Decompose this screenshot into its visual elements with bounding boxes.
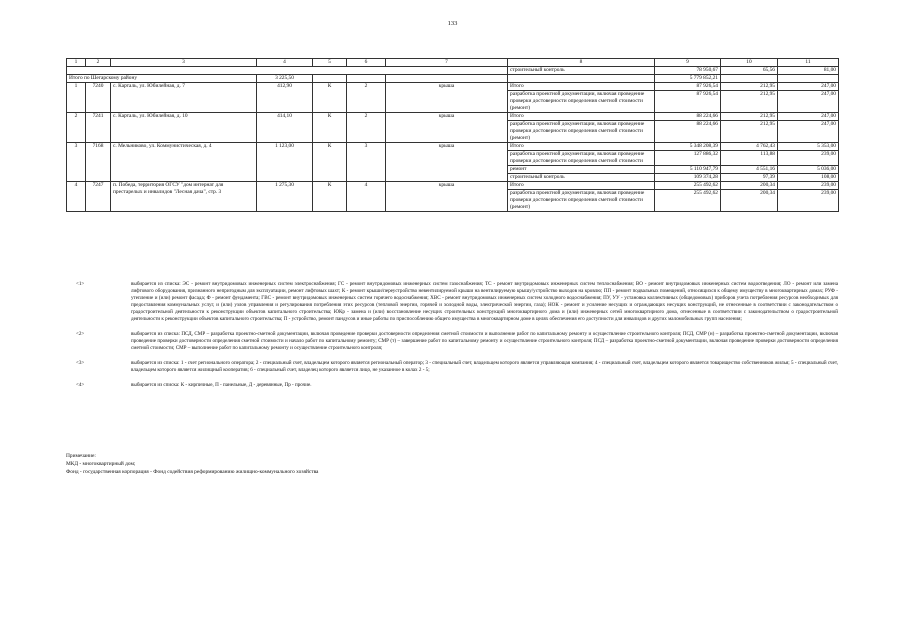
empty-cell xyxy=(347,75,386,83)
floors-cell: 2 xyxy=(347,83,386,113)
footnote-text: выбирается из списка: ПСД, СМР – разработка проектно-сметной документации, включая проведение проверки достоверности определения сметной стоимости и выполнение работ по капитальному ремонту и осуществление строительного контроля; ПСД, СМР (н) – разработка проектно-сметной документации, включая проведение проверки достоверности определения сметной стоимости и начало работ по капитальному ремонту; СМР (т) – завершение работ по капитальному ремонту и осуществление строительного контроля; ПСД – разработка проектно-сметной документации, включая проведение проверки достоверности определения сметной стоимости; СМР – выполнение работ по капитальному ремонту и осуществление строительного контроля; xyxy=(131,331,838,351)
element-cell: крыша xyxy=(386,113,508,143)
header-cell: 3 xyxy=(111,59,257,67)
address-cell: с. Карталь, ул. Юбилейная, д. 7 xyxy=(111,83,257,113)
work-cell: строительный контроль xyxy=(508,67,655,75)
limit-cost-cell: 239,00 xyxy=(778,182,839,190)
limit-cost-cell: 247,00 xyxy=(778,83,839,91)
header-cell: 8 xyxy=(508,59,655,67)
remarks-title: Примечание: xyxy=(66,453,96,459)
unit-cost-cell: 212,95 xyxy=(721,121,778,143)
limit-cost-cell: 247,00 xyxy=(778,91,839,113)
house-id-cell: 7241 xyxy=(86,113,111,143)
unit-cost-cell: 65,56 xyxy=(721,67,778,75)
district-total-area: 3 225,50 xyxy=(257,75,313,83)
table-row xyxy=(67,182,839,190)
cost-cell: 255 492,62 xyxy=(655,190,721,212)
table-row xyxy=(67,113,839,121)
table-row xyxy=(67,83,839,91)
district-total-label: Итого по Шегарскому району xyxy=(67,75,257,83)
unit-cost-cell: 113,88 xyxy=(721,151,778,166)
remarks xyxy=(66,452,766,476)
empty-cell xyxy=(721,75,778,83)
row-number-cell: 3 xyxy=(67,143,86,182)
limit-cost-cell: 247,00 xyxy=(778,121,839,143)
footnote-label: <2> xyxy=(76,331,85,337)
footnote-2 xyxy=(66,331,838,352)
element-cell: крыша xyxy=(386,182,508,212)
area-cell: 1 123,00 xyxy=(257,143,313,182)
cost-cell: 88 224,66 xyxy=(655,121,721,143)
cost-cell: 78 950,67 xyxy=(655,67,721,75)
capital-repair-table xyxy=(66,58,839,212)
work-cell: разработка проектной документации, включая проведение проверки достоверности определения сметной стоимости (ремонт) xyxy=(508,190,655,212)
work-cell: разработка проектной документации, включая проведение проверки достоверности определения сметной стоимости xyxy=(508,151,655,166)
work-cell: разработка проектной документации, включая проведение проверки достоверности определения сметной стоимости (ремонт) xyxy=(508,91,655,113)
header-cell: 10 xyxy=(721,59,778,67)
header-row xyxy=(67,59,839,67)
unit-cost-cell: 4 551,16 xyxy=(721,166,778,174)
limit-cost-cell: 5 353,00 xyxy=(778,143,839,151)
floors-cell: 3 xyxy=(347,143,386,182)
pre-row xyxy=(67,67,839,75)
empty-cell xyxy=(67,67,508,75)
empty-cell xyxy=(508,75,655,83)
district-total-row xyxy=(67,75,839,83)
element-cell: крыша xyxy=(386,83,508,113)
cost-cell: 5 110 947,79 xyxy=(655,166,721,174)
unit-cost-cell: 212,95 xyxy=(721,91,778,113)
footnotes xyxy=(66,281,838,397)
remarks-line: Фонд - государственная корпорация - Фонд содействия реформированию жилищно-коммунального хозяйства xyxy=(66,469,319,475)
cost-cell: 88 224,66 xyxy=(655,113,721,121)
work-cell: Итого xyxy=(508,182,655,190)
floors-cell: 4 xyxy=(347,182,386,212)
area-cell: 1 275,30 xyxy=(257,182,313,212)
footnote-4 xyxy=(66,382,838,389)
row-number-cell: 1 xyxy=(67,83,86,113)
empty-cell xyxy=(386,75,508,83)
row-number-cell: 4 xyxy=(67,182,86,212)
limit-cost-cell: 5 036,00 xyxy=(778,166,839,174)
address-cell: с. Мельниково, ул. Коммунистическая, д. 4 xyxy=(111,143,257,182)
floors-cell: 2 xyxy=(347,113,386,143)
empty-cell xyxy=(313,75,347,83)
house-id-cell: 7240 xyxy=(86,83,111,113)
page-number: 133 xyxy=(447,20,458,27)
area-cell: 414,10 xyxy=(257,113,313,143)
remarks-line: МКД - многоквартирный дом; xyxy=(66,461,136,467)
header-cell: 11 xyxy=(778,59,839,67)
footnote-3 xyxy=(66,360,838,374)
unit-cost-cell: 212,95 xyxy=(721,83,778,91)
footnote-label: <4> xyxy=(76,382,85,388)
footnote-label: <1> xyxy=(76,281,85,287)
wall-material-cell: К xyxy=(313,113,347,143)
footnote-text: выбирается из списка: К - кирпичные, П - панельные, Д - деревянные, Пр - прочие. xyxy=(131,382,312,388)
cost-cell: 127 886,32 xyxy=(655,151,721,166)
unit-cost-cell: 200,34 xyxy=(721,182,778,190)
header-cell: 7 xyxy=(386,59,508,67)
house-id-cell: 7168 xyxy=(86,143,111,182)
work-cell: Итого xyxy=(508,113,655,121)
unit-cost-cell: 200,34 xyxy=(721,190,778,212)
work-cell: ремонт xyxy=(508,166,655,174)
limit-cost-cell: 108,00 xyxy=(778,174,839,182)
address-cell: п. Победа, территория ОГСУ "дом интернат для престарелых и инвалидов "Лесная дача", стр. 3 xyxy=(111,182,257,212)
unit-cost-cell: 4 762,43 xyxy=(721,143,778,151)
work-cell: строительный контроль xyxy=(508,174,655,182)
house-id-cell: 7247 xyxy=(86,182,111,212)
cost-cell: 87 926,54 xyxy=(655,83,721,91)
wall-material-cell: К xyxy=(313,182,347,212)
element-cell: крыша xyxy=(386,143,508,182)
footnote-label: <3> xyxy=(76,360,85,366)
footnote-text: выбирается из списка: 1 - счет регионального оператора; 2 - специальный счет, владельцем которого является региональный оператор; 3 - специальный счет, владельцем которого является управляющая компания; 4 - специальный счет, владельцем которого является товарищество собственников жилья; 5 - специальный счет, владельцем которого является жилищный кооператив; 6 - специальный счет, владелец которого является лицо, не указанное в колах 2 - 5; xyxy=(131,360,838,373)
limit-cost-cell: 239,00 xyxy=(778,151,839,166)
row-number-cell: 2 xyxy=(67,113,86,143)
wall-material-cell: К xyxy=(313,143,347,182)
empty-cell xyxy=(778,75,839,83)
cost-cell: 87 926,54 xyxy=(655,91,721,113)
header-cell: 9 xyxy=(655,59,721,67)
header-cell: 4 xyxy=(257,59,313,67)
district-total-sum: 5 779 852,21 xyxy=(655,75,721,83)
address-cell: с. Карталь, ул. Юбилейная, д. 10 xyxy=(111,113,257,143)
cost-cell: 109 374,28 xyxy=(655,174,721,182)
header-cell: 6 xyxy=(347,59,386,67)
header-cell: 1 xyxy=(67,59,86,67)
header-cell: 5 xyxy=(313,59,347,67)
table-row xyxy=(67,143,839,151)
limit-cost-cell: 247,00 xyxy=(778,113,839,121)
unit-cost-cell: 97,39 xyxy=(721,174,778,182)
unit-cost-cell: 212,95 xyxy=(721,113,778,121)
area-cell: 412,90 xyxy=(257,83,313,113)
cost-cell: 5 348 208,39 xyxy=(655,143,721,151)
footnote-1 xyxy=(66,281,838,323)
work-cell: Итого xyxy=(508,143,655,151)
footnote-text: выбирается из списка: ЭС - ремонт внутридомовых инженерных систем электроснабжения; ГС - ремонт внутридомовых инженерных систем газоснабжения; ТС - ремонт внутридомовых инженерных систем теплоснабжения; ВО - ремонт внутридомовых инженерных систем водоотведения; ЛО - ремонт или замена лифтового оборудования, признанного непригодным для эксплуатации, ремонт лифтовых шахт; К - ремонт крыши/переустройство невентилируемой крыши на вентилируемую крышу/устройство выходов на кровлю; ПП - ремонт подвальных помещений, относящихся к общему имуществу в многоквартирных домах; РУФ - утепление и (или) ремонт фасада; Ф - ремонт фундамента; ГВС - ремонт внутридомовых инженерных систем горячего водоснабжения; ХВС - ремонт внутридомовых инженерных систем холодного водоснабжения; ПУ, УУ - установка коллективных (общедомовых) приборов учета потребления ресурсов необходимых для предоставления коммунальных услуг, и (или) узлов управления и регулирования потребления этих ресурсов (тепловой энергии, горячей и холодной воды, электрической энергии, газа); НОК - ремонт и усиление несущих и ограждающих несущих конструкций, не отнесенные в соответствии с законодательством о градостроительной деятельности к реконструкции объектов капитального строительства; ЮКр - замена и (или) восстановление несущих строительных конструкций многоквартирного дома и (или) инженерных сетей многоквартирного дома, отнесенные в соответствии с законодательством о градостроительной деятельности к реконструкции объектов капитального строительства; П - устройство, ремонт пандусов и иные работы по приспособлению общего имущества в многоквартирном доме в целях обеспечения его доступности для инвалидов и других маломобильных групп населения; xyxy=(131,281,838,322)
wall-material-cell: К xyxy=(313,83,347,113)
table-body xyxy=(67,59,839,212)
limit-cost-cell: 239,00 xyxy=(778,190,839,212)
work-cell: разработка проектной документации, включая проведение проверки достоверности определения сметной стоимости (ремонт) xyxy=(508,121,655,143)
cost-cell: 255 492,62 xyxy=(655,182,721,190)
limit-cost-cell: 81,00 xyxy=(778,67,839,75)
header-cell: 2 xyxy=(86,59,111,67)
work-cell: Итого xyxy=(508,83,655,91)
